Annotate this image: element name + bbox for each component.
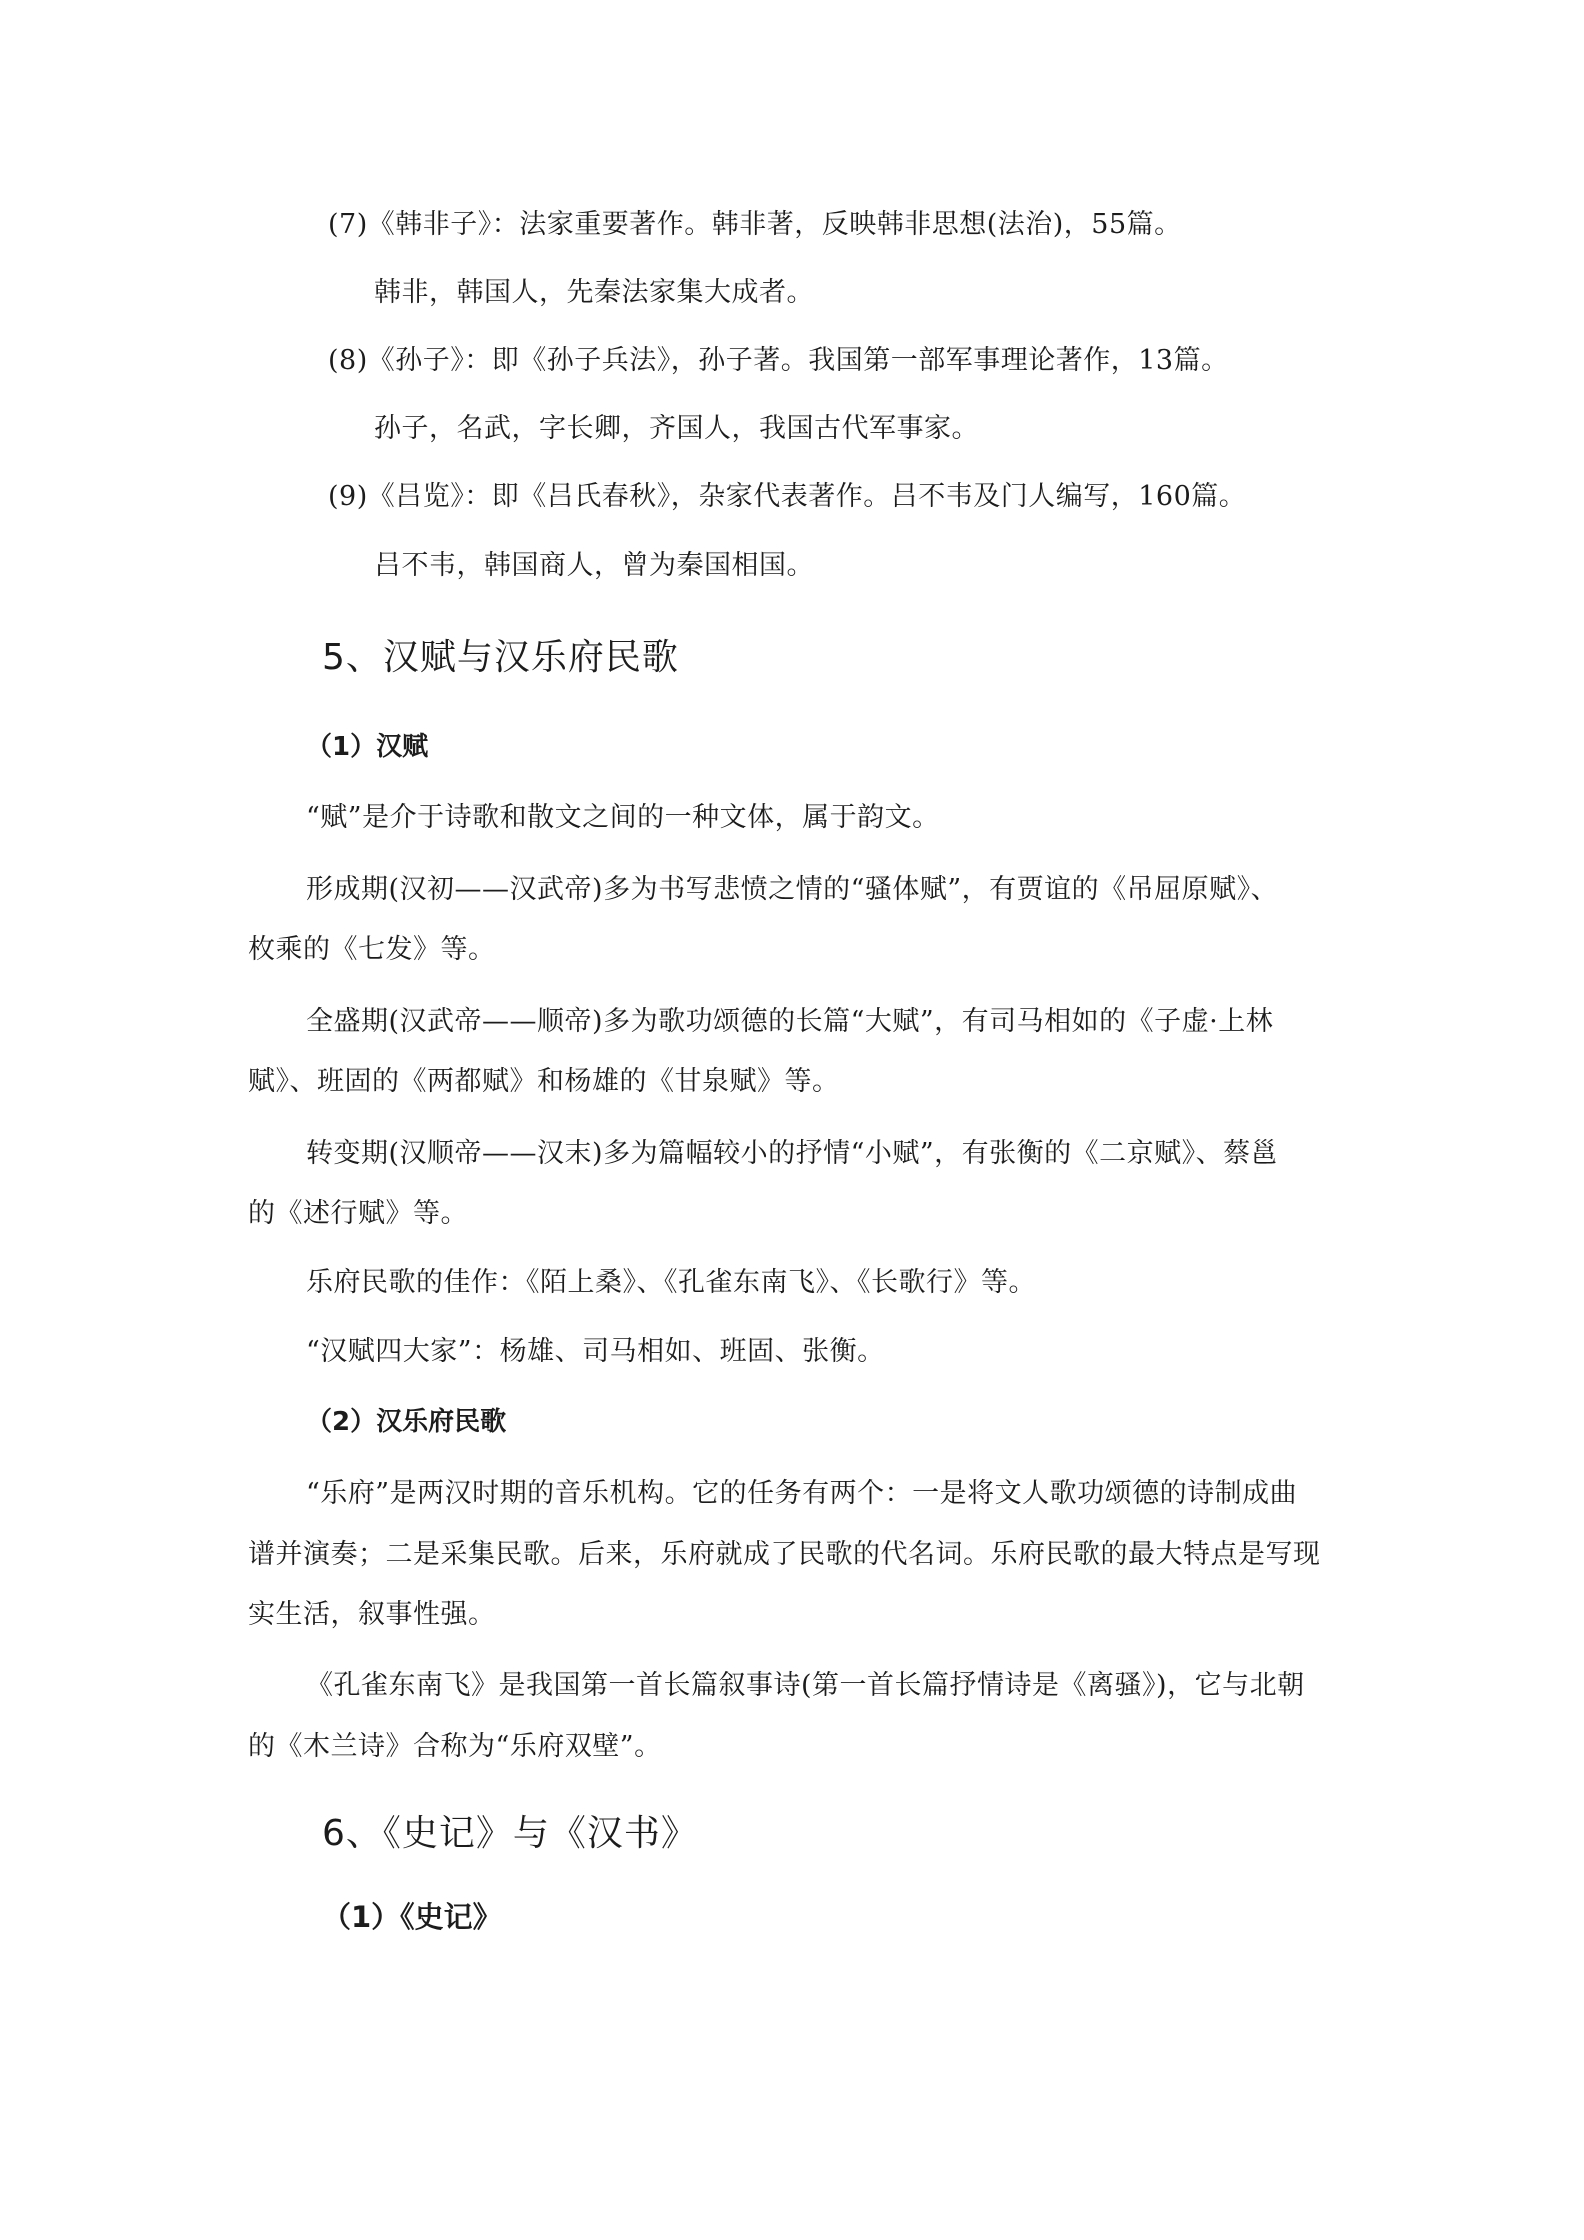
fu-line-6: 转变期(汉顺帝——汉末)多为篇幅较小的抒情“小赋”，有张衡的《二京赋》、蔡邕 (306, 1138, 1279, 1169)
fu-line-4: 全盛期(汉武帝——顺帝)多为歌功颂德的长篇“大赋”，有司马相如的《子虚·上林 (306, 1006, 1274, 1037)
section-5-sub1-heading: （1）汉赋 (306, 732, 429, 762)
yuefu-line-1: “乐府”是两汉时期的音乐机构。它的任务有两个：一是将文人歌功颂德的诗制成曲 (306, 1478, 1298, 1509)
fu-line-9: “汉赋四大家”：杨雄、司马相如、班固、张衡。 (306, 1336, 885, 1367)
fu-line-7: 的《述行赋》等。 (248, 1198, 468, 1229)
fu-line-8: 乐府民歌的佳作：《陌上桑》、《孔雀东南飞》、《长歌行》等。 (306, 1267, 1036, 1298)
item-8-title: (8)《孙子》：即《孙子兵法》，孙子著。我国第一部军事理论著作，13篇。 (328, 345, 1229, 376)
item-8-author: 孙子，名武，字长卿，齐国人，我国古代军事家。 (374, 413, 979, 444)
fu-line-1: “赋”是介于诗歌和散文之间的一种文体，属于韵文。 (306, 802, 940, 833)
yuefu-line-3: 实生活，叙事性强。 (248, 1599, 496, 1630)
item-7-title: (7)《韩非子》：法家重要著作。韩非著，反映韩非思想(法治)，55篇。 (328, 209, 1182, 240)
yuefu-line-4: 《孔雀东南飞》是我国第一首长篇叙事诗(第一首长篇抒情诗是《离骚》)，它与北朝 (306, 1670, 1305, 1701)
item-7-author: 韩非，韩国人，先秦法家集大成者。 (374, 277, 814, 308)
fu-line-3: 枚乘的《七发》等。 (248, 934, 496, 965)
item-9-author: 吕不韦，韩国商人，曾为秦国相国。 (374, 550, 814, 581)
yuefu-line-5: 的《木兰诗》合称为“乐府双壁”。 (248, 1731, 662, 1762)
fu-line-5: 赋》、班固的《两都赋》和杨雄的《甘泉赋》等。 (248, 1066, 840, 1097)
item-9-title: (9)《吕览》：即《吕氏春秋》，杂家代表著作。吕不韦及门人编写，160篇。 (328, 481, 1247, 512)
section-6-sub1-heading: （1）《史记》 (322, 1900, 502, 1934)
section-6-heading: 6、《史记》与《汉书》 (322, 1813, 698, 1854)
fu-line-2: 形成期(汉初——汉武帝)多为书写悲愤之情的“骚体赋”，有贾谊的《吊屈原赋》、 (306, 874, 1279, 905)
section-5-heading: 5、汉赋与汉乐府民歌 (322, 637, 679, 678)
section-5-sub2-heading: （2）汉乐府民歌 (306, 1407, 507, 1437)
yuefu-line-2: 谱并演奏；二是采集民歌。后来，乐府就成了民歌的代名词。乐府民歌的最大特点是写现 (248, 1539, 1321, 1570)
